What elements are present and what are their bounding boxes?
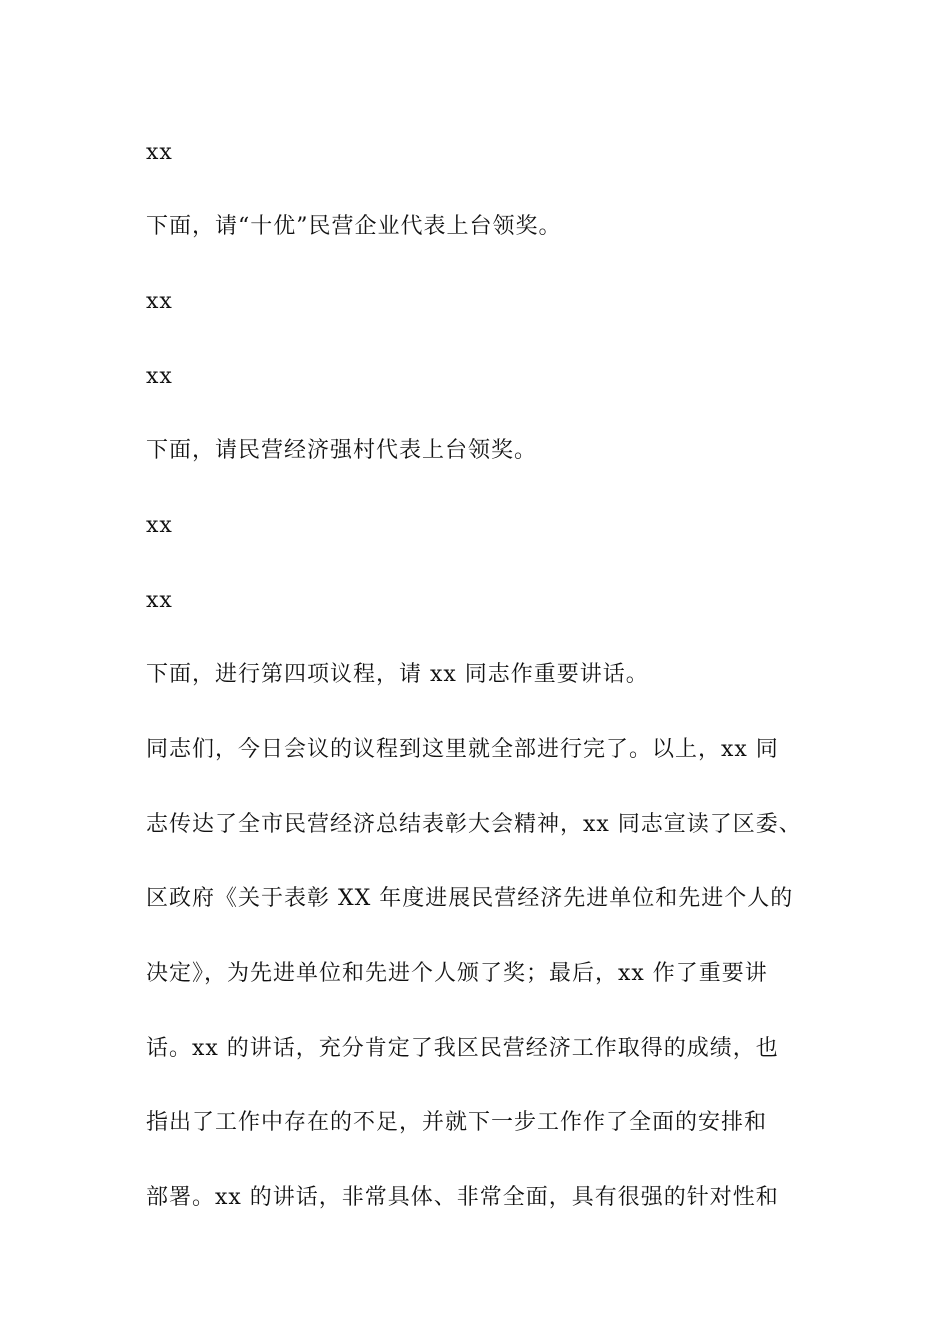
text-line: xx	[146, 364, 173, 389]
text-line: 下面，进行第四项议程，请 xx 同志作重要讲话。	[146, 662, 649, 687]
text-line: 下面，请“十优”民营企业代表上台领奖。	[146, 214, 562, 239]
text-line: xx	[146, 588, 173, 613]
text-line: 区政府《关于表彰 XX 年度进展民营经济先进单位和先进个人的	[146, 886, 794, 911]
text-line: 决定》，为先进单位和先进个人颁了奖；最后，xx 作了重要讲	[146, 961, 768, 986]
text-line: 下面，请民营经济强村代表上台领奖。	[146, 438, 538, 463]
text-line: xx	[146, 513, 173, 538]
text-line: 话。xx 的讲话，充分肯定了我区民营经济工作取得的成绩，也	[146, 1036, 779, 1061]
text-line: 部署。xx 的讲话，非常具体、非常全面，具有很强的针对性和	[146, 1185, 779, 1210]
text-line: 志传达了全市民营经济总结表彰大会精神，xx 同志宣读了区委、	[146, 812, 802, 837]
text-line: xx	[146, 140, 173, 165]
text-line: xx	[146, 289, 173, 314]
text-line: 指出了工作中存在的不足，并就下一步工作作了全面的安排和	[146, 1110, 768, 1135]
text-line: 同志们，今日会议的议程到这里就全部进行完了。以上，xx 同	[146, 737, 779, 762]
